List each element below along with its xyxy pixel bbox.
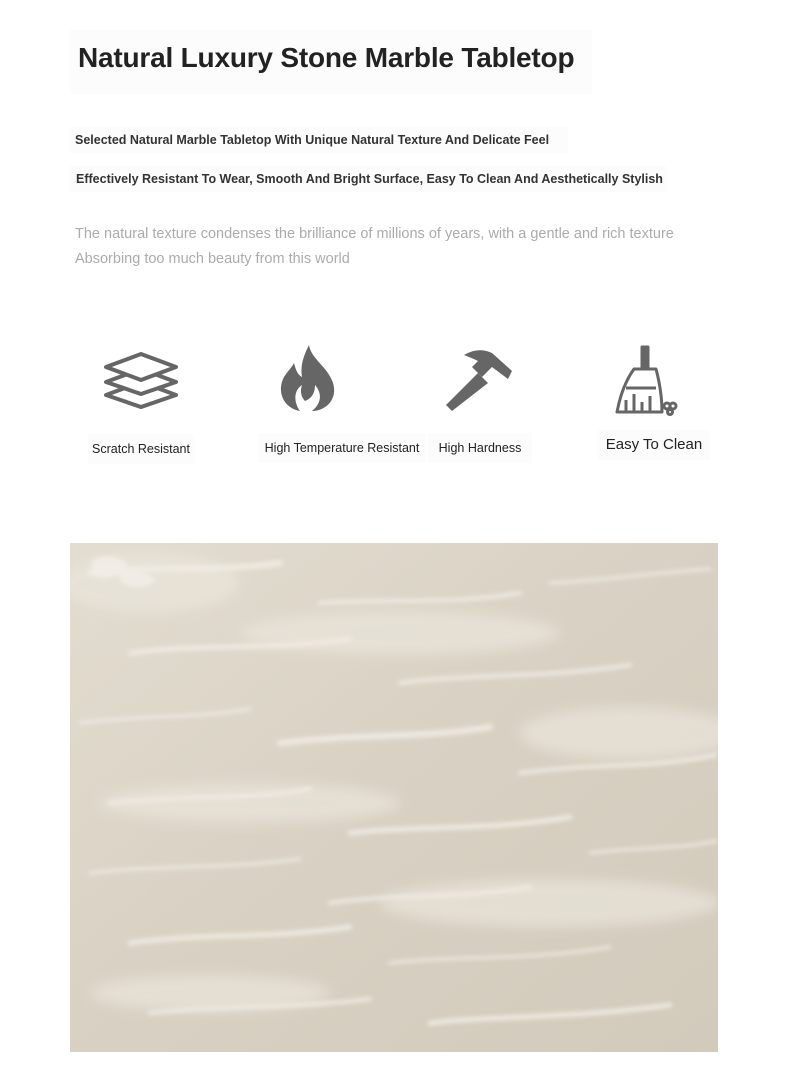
description [75, 222, 735, 272]
flame-icon [278, 343, 340, 413]
layers-icon [102, 350, 180, 410]
broom-icon [612, 344, 678, 416]
marble-texture-image [70, 543, 718, 1052]
label-high-hardness: High Hardness [428, 433, 532, 463]
description-line-1: The natural texture condenses the brilliance of millions of years, with a gentle and rich texture [75, 226, 674, 242]
label-high-temperature-resistant: High Temperature Resistant [258, 433, 426, 463]
feature-line-1: Selected Natural Marble Tabletop With Unique Natural Texture And Delicate Feel [70, 127, 568, 153]
hammer-icon [444, 345, 516, 413]
page-title: Natural Luxury Stone Marble Tabletop [78, 42, 575, 73]
feature-line-2: Effectively Resistant To Wear, Smooth And Bright Surface, Easy To Clean And Aesthetically Stylish [70, 166, 666, 192]
label-scratch-resistant: Scratch Resistant [88, 434, 194, 464]
label-easy-to-clean: Easy To Clean [598, 430, 710, 460]
description-line-2: Absorbing too much beauty from this world [75, 251, 350, 267]
